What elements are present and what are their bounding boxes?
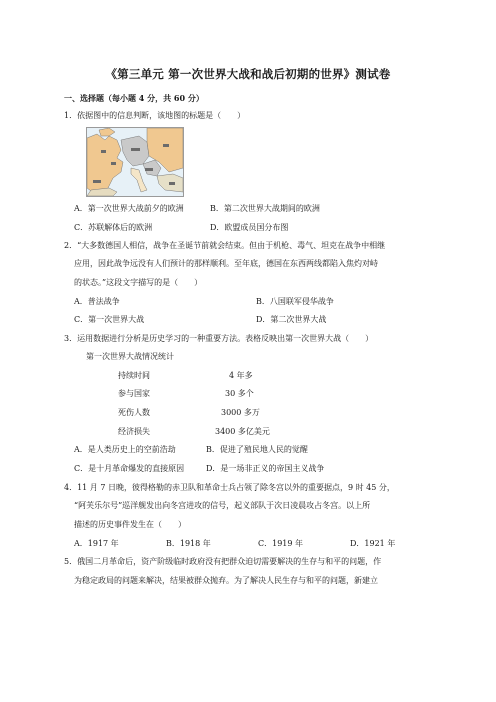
q4-option-c[interactable]: C．1919 年 — [258, 539, 304, 548]
q1-option-b[interactable]: B．第二次世界大战期间的欧洲 — [210, 204, 320, 213]
europe-map-image — [86, 127, 184, 197]
q4-line-2: “阿芙乐尔号”巡洋舰发出向冬宫进攻的信号，起义部队于次日凌晨攻占冬宫。以上所 — [74, 501, 371, 510]
q1-option-a[interactable]: A．第一次世界大战前夕的欧洲 — [74, 204, 184, 213]
q3-row-label-2: 参与国家 — [118, 389, 150, 398]
q1-stem: 1．依据图中的信息判断，该地图的标题是（ ） — [64, 111, 246, 120]
q4-option-a[interactable]: A．1917 年 — [74, 539, 119, 548]
q3-option-d[interactable]: D．是一场非正义的帝国主义战争 — [206, 464, 325, 473]
q1-options-row-1 — [74, 204, 494, 214]
q3-option-c[interactable]: C．是十月革命爆发的直接原因 — [74, 464, 185, 473]
q2-option-a[interactable]: A．普法战争 — [74, 297, 120, 306]
q3-option-a[interactable]: A．是人类历史上的空前浩劫 — [74, 445, 176, 454]
q4-line-3: 描述的历史事件发生在（ ） — [74, 520, 186, 529]
q3-row-label-3: 死伤人数 — [118, 408, 150, 417]
q2-option-d[interactable]: D．第二次世界大战 — [256, 315, 327, 324]
q2-options-row-1 — [74, 297, 494, 307]
q2-option-b[interactable]: B．八国联军侵华战争 — [256, 297, 334, 306]
q2-line-3: 的状态。”这段文字描写的是（ ） — [74, 278, 203, 287]
q1-option-d[interactable]: D．欧盟成员国分布图 — [210, 223, 289, 232]
q3-row-value-1: 4 年多 — [229, 371, 253, 380]
q4-options-row — [74, 539, 494, 549]
q3-option-b[interactable]: B．促进了殖民地人民的觉醒 — [206, 445, 308, 454]
q2-options-row-2 — [74, 315, 494, 325]
q4-option-b[interactable]: B．1918 年 — [166, 539, 211, 548]
section-heading: 一、选择题（每小题 4 分，共 60 分） — [64, 93, 204, 103]
q3-row-value-2: 30 多个 — [225, 389, 254, 398]
page-title: 《第三单元 第一次世界大战和战后初期的世界》测试卷 — [105, 67, 391, 81]
q3-row-label-4: 经济损失 — [118, 427, 150, 436]
q3-row-label-1: 持续时间 — [118, 371, 150, 380]
q5-line-1: 5．俄国二月革命后，资产阶级临时政府没有把群众迫切需要解决的生存与和平的问题，作 — [64, 557, 382, 566]
q1-options-row-2 — [74, 223, 494, 233]
q2-line-1: 2．“大多数德国人相信，战争在圣诞节前就会结束。但由于机枪、毒气、坦克在战争中相继 — [64, 241, 386, 250]
q3-stem: 3．运用数据进行分析是历史学习的一种重要方法。表格反映出第一次世界大战（ ） — [64, 334, 374, 343]
q4-line-1: 4．11 月 7 日晚，彼得格勒的赤卫队和革命士兵占领了除冬宫以外的重要据点，9 时 45 分， — [64, 483, 395, 492]
q2-option-c[interactable]: C．第一次世界大战 — [74, 315, 145, 324]
europe-map-drawing — [87, 128, 183, 196]
q4-option-d[interactable]: D．1921 年 — [350, 539, 396, 548]
q3-table-title: 第一次世界大战情况统计 — [86, 352, 174, 361]
q3-row-value-3: 3000 多万 — [221, 408, 260, 417]
q2-line-2: 应用，因此战争远没有人们预计的那样顺利。至年底，德国在东西两线都陷入焦灼对峙 — [74, 259, 378, 268]
q5-line-2: 为稳定政局的问题来解决，结果被群众抛弃。为了解决人民生存与和平的问题，新建立 — [74, 576, 378, 585]
q3-options-row-2 — [74, 464, 494, 474]
q1-option-c[interactable]: C．苏联解体后的欧洲 — [74, 223, 153, 232]
q3-row-value-4: 3400 多亿美元 — [215, 427, 270, 436]
q3-options-row-1 — [74, 445, 494, 455]
